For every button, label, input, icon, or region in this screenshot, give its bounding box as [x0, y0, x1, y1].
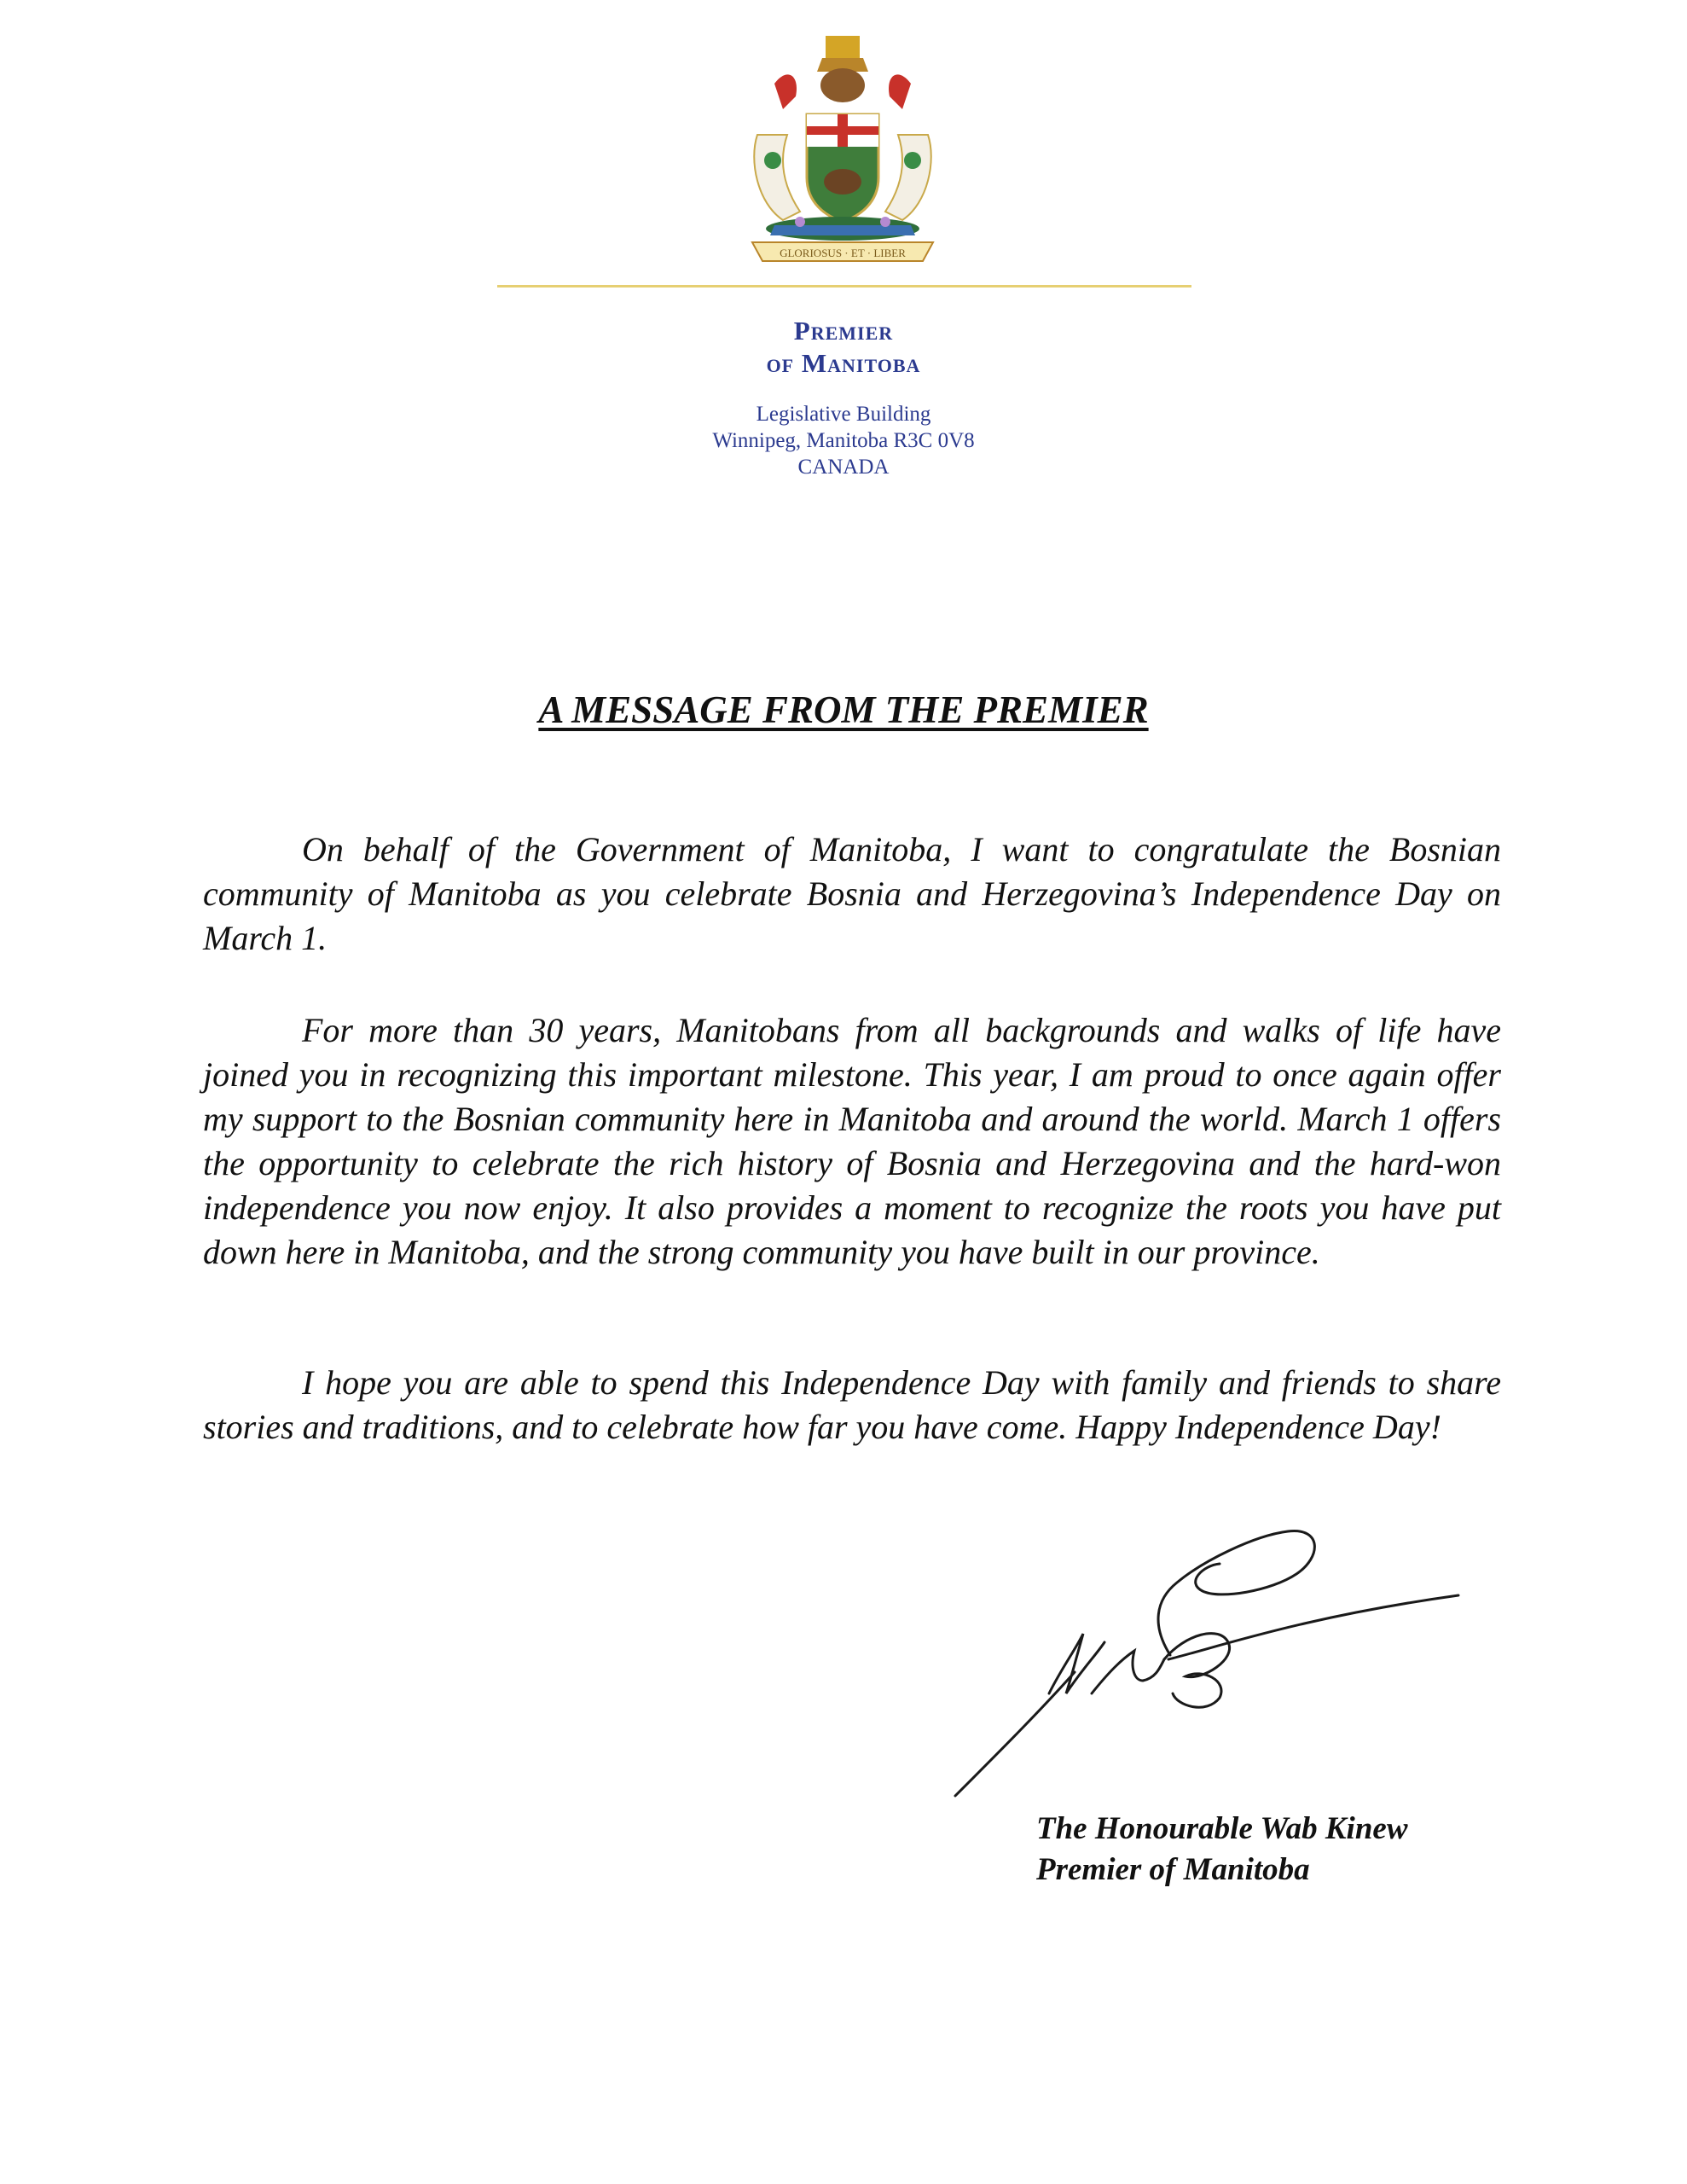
svg-text:GLORIOSUS · ET · LIBER: GLORIOSUS · ET · LIBER	[780, 247, 906, 259]
signer-title: Premier of Manitoba	[1036, 1852, 1310, 1887]
message-title: A MESSAGE FROM THE PREMIER	[538, 688, 1149, 731]
message-paragraph-3: I hope you are able to spend this Independence Day with family and friends to share stories and traditions, and to celebrate how far you have come. Happy Independence Day!	[203, 1363, 1501, 1446]
message-paragraph-1: On behalf of the Government of Manitoba, I want to congratulate the Bosnian community of Manitoba as you celebrate Bosnia and Herzegovina’s Independence Day on March 1.	[203, 830, 1501, 957]
address-line3: CANADA	[797, 456, 890, 479]
address-line1: Legislative Building	[756, 403, 931, 426]
manitoba-coat-of-arms-icon	[740, 32, 945, 267]
letterhead-divider	[497, 285, 1191, 288]
signer-name: The Honourable Wab Kinew	[1036, 1811, 1408, 1846]
office-title-line1: Premier	[793, 316, 894, 346]
message-paragraph-2: For more than 30 years, Manitobans from all backgrounds and walks of life have joined you in recognizing this important milestone. This year, I am proud to once again offer my support to the Bosnian community here in Manitoba and around the world. March 1 offers the opportunity to celebrate the rich history of Bosnia and Herzegovina and the hard-won independence you now enjoy. It also provides a moment to recognize the roots you have put down here in Manitoba, and the strong community you have built in our province.	[203, 1011, 1501, 1271]
handwritten-signature-icon	[947, 1497, 1467, 1804]
address-line2: Winnipeg, Manitoba R3C 0V8	[712, 429, 975, 452]
office-title-line2: of Manitoba	[766, 348, 921, 378]
